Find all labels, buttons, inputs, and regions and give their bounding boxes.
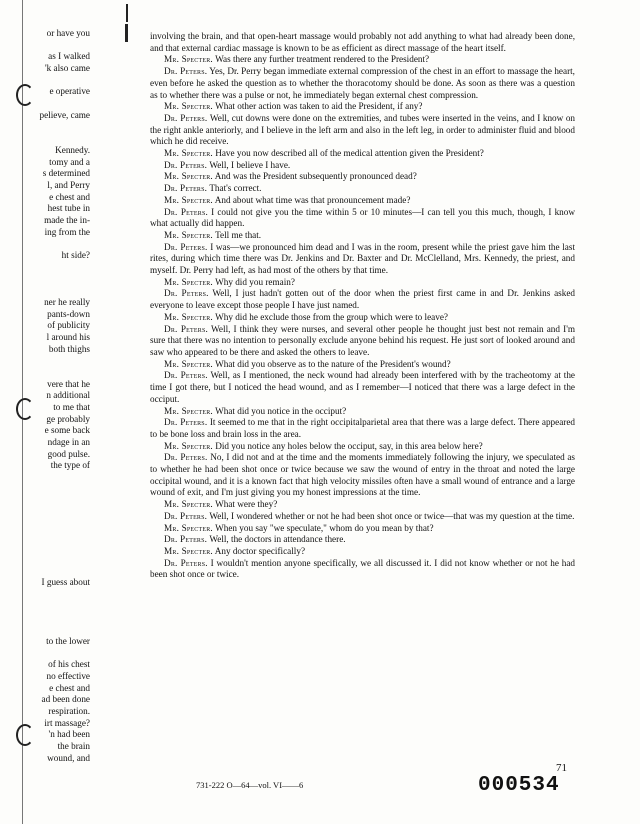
speaker-name: Dr. Peters. <box>164 323 209 334</box>
speech-text: And about what time was that pronouncement made? <box>214 194 411 205</box>
speech-text: I was—we pronounced him dead and I was in the room, present while the priest gave him the last rites, during which time there was Dr. Jenkins and Dr. Baxter and Dr. McClelland, Mrs. Kennedy, the priest, and myself. Dr. Perry had left, as had most of the others by that time. <box>150 241 575 276</box>
left-fragment-line: l around his <box>46 331 90 342</box>
left-fragment-line: good pulse. <box>47 448 90 459</box>
left-page-fragment-column <box>30 28 90 764</box>
left-fragment-line <box>30 40 90 52</box>
speaker-name: Dr. Peters. <box>164 288 209 299</box>
testimony-paragraph <box>150 242 575 277</box>
testimony-paragraph <box>150 288 575 311</box>
left-fragment-line <box>30 285 90 297</box>
left-fragment-line <box>30 507 90 519</box>
speech-text: And was the President subsequently pronounced dead? <box>214 171 417 182</box>
left-fragment-line <box>30 554 90 566</box>
testimony-paragraph <box>150 31 575 54</box>
speaker-name: Dr. Peters. <box>164 557 208 568</box>
testimony-paragraph <box>150 534 575 546</box>
left-fragment-line: of his chest <box>48 659 90 670</box>
speaker-name: Mr. Specter. <box>164 171 213 182</box>
speaker-name: Dr. Peters. <box>164 206 209 217</box>
testimony-paragraph <box>150 558 575 581</box>
left-fragment-line: e operative <box>49 86 90 97</box>
left-fragment-line <box>30 589 90 601</box>
left-fragment-line: made the in- <box>44 215 90 225</box>
bates-number: 000534 <box>478 774 560 797</box>
left-fragment-line: s determined <box>42 168 90 179</box>
left-fragment-line <box>30 122 90 134</box>
left-fragment-line: I guess about <box>41 577 90 588</box>
speaker-name: Dr. Peters. <box>164 452 208 463</box>
margin-mark <box>125 24 128 42</box>
left-fragment-line: ht side? <box>61 250 90 261</box>
speaker-name: Mr. Specter. <box>164 54 213 65</box>
testimony-paragraph <box>150 406 575 418</box>
testimony-paragraph <box>150 207 575 230</box>
speech-text: I could not give you the time within 5 or 10 minutes—I can tell you this much, though, I know what actually did happen. <box>150 206 575 229</box>
testimony-paragraph <box>150 113 575 148</box>
testimony-paragraph <box>150 511 575 523</box>
speaker-name: Mr. Specter. <box>164 405 213 416</box>
left-fragment-line: ge probably <box>46 413 90 424</box>
testimony-text-column <box>150 31 575 581</box>
left-fragment-line: hest tube in <box>47 203 90 214</box>
left-fragment-line <box>30 355 90 367</box>
testimony-paragraph <box>150 66 575 101</box>
left-fragment-line: of publicity <box>47 320 90 331</box>
speech-text: What other action was taken to aid the President, if any? <box>215 101 423 112</box>
print-code: 731-222 O—64—vol. VI——6 <box>196 780 304 790</box>
speaker-name: Mr. Specter. <box>164 545 213 556</box>
left-fragment-line: vere that he <box>47 378 90 389</box>
testimony-paragraph <box>150 312 575 324</box>
speech-text: Have you now described all of the medical attention given the President? <box>215 148 484 159</box>
left-fragment-line <box>30 238 90 250</box>
speech-text: It seemed to me that in the right occipitalparietal area that there was a large defect. There appeared to be bone loss and brain loss in the area. <box>150 417 576 439</box>
left-fragment-line: wound, and <box>47 752 90 763</box>
left-fragment-line: e chest and <box>49 682 90 693</box>
speaker-name: Mr. Specter. <box>164 148 213 159</box>
page-number: 71 <box>556 762 567 774</box>
left-fragment-line <box>30 531 90 543</box>
left-fragment-line: irt massage? <box>44 717 90 728</box>
left-fragment-line: l, and Perry <box>47 179 90 190</box>
left-fragment-line <box>30 601 90 613</box>
left-fragment-line <box>30 472 90 484</box>
speech-text: What did you notice in the occiput? <box>215 405 347 416</box>
speech-text: Any doctor specifically? <box>214 545 306 556</box>
testimony-paragraph <box>150 499 575 511</box>
left-fragment-line: tomy and a <box>49 156 90 167</box>
left-fragment-line: Kennedy. <box>55 144 90 155</box>
left-fragment-line: both thighs <box>48 343 90 354</box>
margin-mark <box>126 4 128 22</box>
speech-text: That's correct. <box>209 183 262 194</box>
testimony-paragraph <box>150 546 575 558</box>
speaker-name: Mr. Specter. <box>164 358 213 369</box>
speaker-name: Dr. Peters. <box>164 183 208 194</box>
speech-text: Was there any further treatment rendered to the President? <box>215 54 430 65</box>
testimony-paragraph <box>150 195 575 207</box>
left-fragment-line <box>30 496 90 508</box>
speech-text: When you say "we speculate," whom do you mean by that? <box>215 522 434 533</box>
testimony-paragraph <box>150 324 575 359</box>
speech-text: Why did you remain? <box>215 276 295 287</box>
left-fragment-line: the brain <box>57 740 90 751</box>
left-fragment-line: respiration. <box>48 705 90 716</box>
testimony-paragraph <box>150 452 575 499</box>
left-fragment-line: or have you <box>46 28 90 38</box>
left-fragment-line: pelieve, came <box>39 109 90 120</box>
left-fragment-line <box>30 98 90 110</box>
speech-text: Well, I believe I have. <box>209 159 291 170</box>
speech-text: Well, I just hadn't gotten out of the door when the priest first came in and Dr. Jenkins asked everyone to leave except those people I have just named. <box>150 288 575 311</box>
speaker-name: Mr. Specter. <box>164 101 213 112</box>
left-fragment-line <box>30 273 90 285</box>
testimony-paragraph <box>150 417 575 440</box>
left-fragment-line: e chest and <box>49 191 90 202</box>
speech-text: Well, I think they were nurses, and several other people he thought just best not remain and I'm sure that there was no intention to personally exclude anyone behind his request. He just sort of looked around and saw who appeared to be there and asked the others to leave. <box>150 323 575 357</box>
speech-text: involving the brain, and that open-heart massage would probably not add anything to what had already been done, and that external cardiac massage is known to be as efficient as direct massage of the heart itself. <box>150 31 575 53</box>
speech-text: Tell me that. <box>215 229 262 240</box>
left-fragment-line: 'k also came <box>44 63 90 74</box>
testimony-paragraph <box>150 54 575 66</box>
testimony-paragraph <box>150 230 575 242</box>
left-fragment-line: ad been done <box>41 694 90 705</box>
left-fragment-line: 'n had been <box>48 729 90 740</box>
left-fragment-line: e some back <box>44 425 90 436</box>
left-fragment-line: ing from the <box>44 226 90 237</box>
speech-text: Well, cut downs were done on the extremities, and tubes were inserted in the veins, and I know on the right ankle anteriorly, and I believe in the left arm and also in the left leg, in order to administer fluid and blood which he did receive. <box>150 112 576 147</box>
left-fragment-line: to the lower <box>46 635 90 646</box>
testimony-paragraph <box>150 370 575 405</box>
left-fragment-line: no effective <box>46 670 90 681</box>
left-fragment-line <box>30 367 90 379</box>
speaker-name: Dr. Peters. <box>164 534 208 545</box>
left-fragment-line: as I walked <box>48 51 90 62</box>
left-fragment-line: ndage in an <box>47 437 90 448</box>
speaker-name: Mr. Specter. <box>164 276 213 287</box>
left-fragment-line <box>30 624 90 636</box>
left-fragment-line <box>30 519 90 531</box>
speech-text: Did you notice any holes below the occiput, say, in this area below here? <box>215 440 483 451</box>
speech-text: Yes, Dr. Perry began immediate external compression of the chest in an effort to massage the heart, even before he asked the question as to whether the thoracotomy should be done. As soon as there was a question as to whether there was a pulse or not, he immediately began external chest compression. <box>150 66 575 100</box>
speaker-name: Mr. Specter. <box>164 522 213 533</box>
testimony-paragraph <box>150 171 575 183</box>
speech-text: Well, I wondered whether or not he had been shot once or twice—that was my question at the time. <box>209 510 575 521</box>
left-fragment-line <box>30 566 90 578</box>
testimony-paragraph <box>150 101 575 113</box>
testimony-paragraph <box>150 148 575 160</box>
left-fragment-line: ner he really <box>44 296 90 307</box>
speaker-name: Dr. Peters. <box>164 112 208 123</box>
left-fragment-line <box>30 133 90 145</box>
speaker-name: Mr. Specter. <box>164 499 213 510</box>
left-fragment-line: n additional <box>46 390 90 401</box>
left-fragment-line <box>30 484 90 496</box>
testimony-paragraph <box>150 441 575 453</box>
speech-text: Well, the doctors in attendance there. <box>209 534 346 545</box>
speaker-name: Mr. Specter. <box>164 311 213 322</box>
speaker-name: Dr. Peters. <box>164 241 208 252</box>
speaker-name: Mr. Specter. <box>164 194 213 205</box>
speech-text: Well, as I mentioned, the neck wound had already been interfered with by the tracheotomy at the time I got there, but I noticed the head wound, and as I remember—I noticed that there was a large defect in the occiput. <box>150 370 575 404</box>
speech-text: What did you observe as to the nature of the President's wound? <box>215 358 451 369</box>
testimony-paragraph <box>150 277 575 289</box>
left-fragment-line <box>30 612 90 624</box>
speaker-name: Mr. Specter. <box>164 440 213 451</box>
speaker-name: Dr. Peters. <box>164 66 208 77</box>
speaker-name: Mr. Specter. <box>164 229 213 240</box>
testimony-paragraph <box>150 183 575 195</box>
speech-text: Why did he exclude those from the group which were to leave? <box>215 311 448 322</box>
speech-text: What were they? <box>215 499 278 510</box>
speech-text: No, I did not and at the time and the moments immediately following the injury, we speculated as to whether he had been shot once or twice because we saw the wound of entry in the throat and noted the large occipital wound, and it is a known fact that high velocity missiles often have a small wound of entrance and a large wound of exit, and I'm just giving you my honest impressions at the time. <box>150 452 575 498</box>
testimony-paragraph <box>150 160 575 172</box>
speech-text: I wouldn't mention anyone specifically, we all discussed it. I did not know whether or not he had been shot once or twice. <box>150 557 576 580</box>
left-fragment-line <box>30 542 90 554</box>
left-fragment-line <box>30 647 90 659</box>
speaker-name: Dr. Peters. <box>164 417 208 428</box>
left-fragment-line: to me that <box>53 402 90 412</box>
speaker-name: Dr. Peters. <box>164 159 208 170</box>
left-fragment-line: the type of <box>50 460 90 471</box>
speaker-name: Dr. Peters. <box>164 370 208 381</box>
left-fragment-line <box>30 262 90 274</box>
left-fragment-line: pants-down <box>47 308 90 319</box>
left-fragment-line <box>30 75 90 87</box>
testimony-paragraph <box>150 523 575 535</box>
testimony-paragraph <box>150 359 575 371</box>
speaker-name: Dr. Peters. <box>164 510 208 521</box>
